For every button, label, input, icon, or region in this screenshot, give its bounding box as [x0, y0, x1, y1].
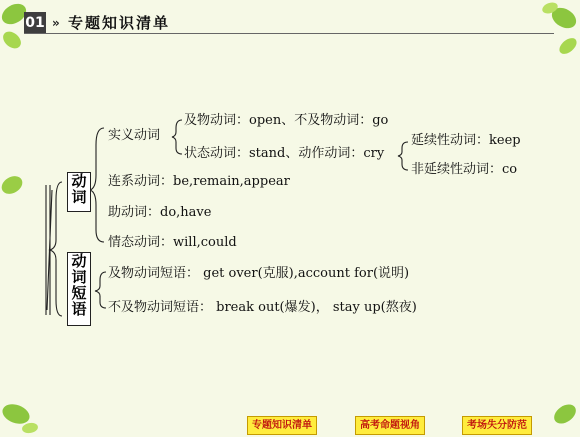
section-title: 专题知识清单 [68, 14, 171, 32]
label-auxiliary-verb: 助动词：do,have [108, 205, 212, 220]
double-arrow-icon: » [52, 16, 60, 30]
label-continuative: 延续性动词：keep [411, 133, 521, 148]
nav-knowledge-list-button[interactable]: 专题知识清单 [247, 416, 317, 435]
label-notional-verb: 实义动词 [108, 128, 161, 143]
label-modal-verb: 情态动词：will,could [108, 235, 237, 250]
section-number: 01 [24, 12, 46, 34]
verb-box: 动词 [67, 172, 91, 212]
label-transitive-phrase: 及物动词短语： get over(克服),account for(说明) [108, 266, 410, 281]
nav-exam-perspective-button[interactable]: 高考命题视角 [355, 416, 425, 435]
nav-error-prevention-button[interactable]: 考场失分防范 [462, 416, 532, 435]
label-transitive-intransitive: 及物动词：open、不及物动词：go [184, 113, 389, 128]
label-linking-verb: 连系动词：be,remain,appear [108, 174, 290, 189]
verb-phrase-box: 动词短语 [67, 252, 91, 326]
label-intransitive-phrase: 不及物动词短语： break out(爆发)， stay up(熬夜) [108, 300, 417, 315]
label-non-continuative: 非延续性动词：co [411, 162, 518, 177]
label-state-action: 状态动词：stand、动作动词：cry [184, 146, 385, 161]
